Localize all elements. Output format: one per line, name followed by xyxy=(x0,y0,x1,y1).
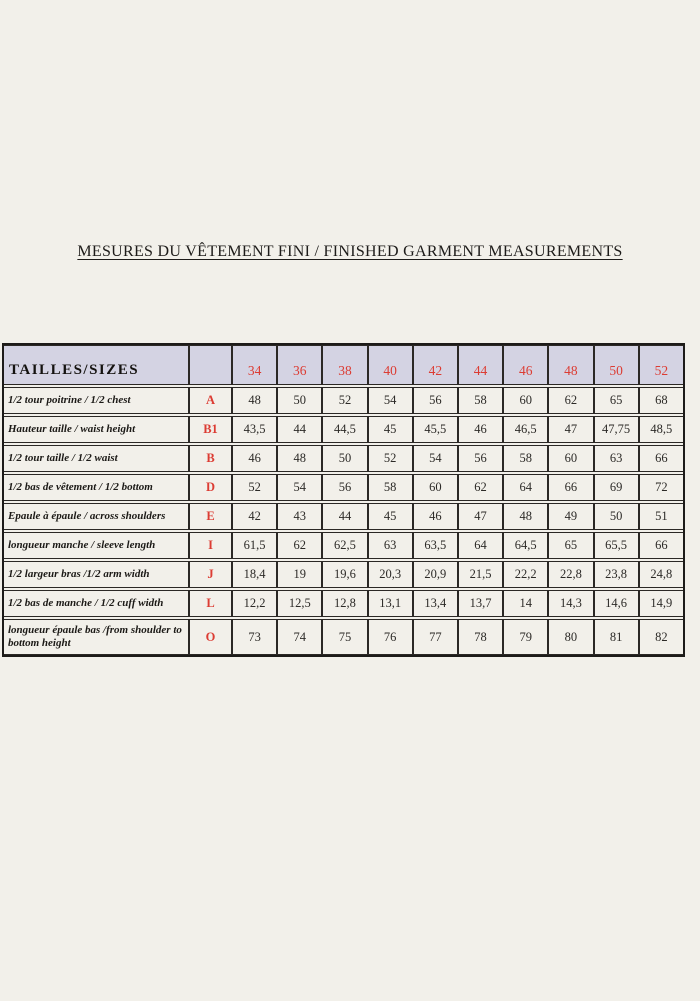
measurement-cell: 52 xyxy=(368,445,413,472)
measurement-cell: 21,5 xyxy=(458,561,503,588)
measurement-cell: 60 xyxy=(548,445,593,472)
row-code: A xyxy=(189,387,232,414)
measurement-cell: 43 xyxy=(277,503,322,530)
measurement-cell: 13,7 xyxy=(458,590,503,617)
measurement-cell: 60 xyxy=(413,474,458,501)
measurement-cell: 45,5 xyxy=(413,416,458,443)
row-label: Hauteur taille / waist height xyxy=(3,416,189,443)
measurement-cell: 45 xyxy=(368,416,413,443)
measurement-cell: 19,6 xyxy=(322,561,367,588)
measurement-cell: 48 xyxy=(277,445,322,472)
measurement-cell: 49 xyxy=(548,503,593,530)
measurement-cell: 60 xyxy=(503,387,548,414)
measurement-cell: 62 xyxy=(548,387,593,414)
measurement-cell: 18,4 xyxy=(232,561,277,588)
size-column-header: 40 xyxy=(368,345,413,385)
measurement-cell: 64,5 xyxy=(503,532,548,559)
measurement-cell: 24,8 xyxy=(639,561,684,588)
measurement-cell: 79 xyxy=(503,619,548,655)
measurement-cell: 66 xyxy=(548,474,593,501)
measurement-cell: 46 xyxy=(413,503,458,530)
measurement-cell: 81 xyxy=(594,619,639,655)
measurement-cell: 77 xyxy=(413,619,458,655)
measurement-cell: 52 xyxy=(232,474,277,501)
measurement-cell: 75 xyxy=(322,619,367,655)
row-label: 1/2 tour poitrine / 1/2 chest xyxy=(3,387,189,414)
measurement-cell: 66 xyxy=(639,445,684,472)
size-column-header: 48 xyxy=(548,345,593,385)
measurement-cell: 12,8 xyxy=(322,590,367,617)
size-column-header: 34 xyxy=(232,345,277,385)
measurement-cell: 56 xyxy=(458,445,503,472)
measurement-cell: 62 xyxy=(458,474,503,501)
row-label: longueur épaule bas /from shoulder to bottom height xyxy=(3,619,189,655)
measurement-cell: 47,75 xyxy=(594,416,639,443)
row-label: Epaule à épaule / across shoulders xyxy=(3,503,189,530)
measurement-cell: 46,5 xyxy=(503,416,548,443)
measurement-cell: 76 xyxy=(368,619,413,655)
row-code: I xyxy=(189,532,232,559)
measurement-cell: 65 xyxy=(548,532,593,559)
measurement-cell: 46 xyxy=(458,416,503,443)
measurement-cell: 82 xyxy=(639,619,684,655)
size-column-header: 50 xyxy=(594,345,639,385)
measurement-cell: 50 xyxy=(322,445,367,472)
sizes-header-label: TAILLES/SIZES xyxy=(3,345,189,385)
measurement-cell: 58 xyxy=(368,474,413,501)
measurement-cell: 50 xyxy=(277,387,322,414)
measurement-cell: 58 xyxy=(458,387,503,414)
measurement-cell: 66 xyxy=(639,532,684,559)
table-row xyxy=(3,416,684,443)
measurement-cell: 50 xyxy=(594,503,639,530)
row-code: L xyxy=(189,590,232,617)
measurement-cell: 56 xyxy=(322,474,367,501)
measurement-cell: 42 xyxy=(232,503,277,530)
measurement-cell: 61,5 xyxy=(232,532,277,559)
measurement-cell: 19 xyxy=(277,561,322,588)
measurements-table-wrapper xyxy=(2,343,685,657)
measurement-cell: 48 xyxy=(232,387,277,414)
table-row xyxy=(3,387,684,414)
measurement-cell: 56 xyxy=(413,387,458,414)
measurement-cell: 12,5 xyxy=(277,590,322,617)
table-row xyxy=(3,619,684,655)
row-label: longueur manche / sleeve length xyxy=(3,532,189,559)
measurement-cell: 65 xyxy=(594,387,639,414)
measurement-cell: 73 xyxy=(232,619,277,655)
table-row xyxy=(3,561,684,588)
measurement-cell: 54 xyxy=(277,474,322,501)
measurement-cell: 51 xyxy=(639,503,684,530)
measurement-cell: 64 xyxy=(503,474,548,501)
code-column-header xyxy=(189,345,232,385)
measurement-cell: 12,2 xyxy=(232,590,277,617)
measurement-cell: 47 xyxy=(548,416,593,443)
measurement-cell: 72 xyxy=(639,474,684,501)
size-column-header: 44 xyxy=(458,345,503,385)
measurement-cell: 48,5 xyxy=(639,416,684,443)
measurement-cell: 63 xyxy=(594,445,639,472)
row-code: B xyxy=(189,445,232,472)
measurement-cell: 62,5 xyxy=(322,532,367,559)
row-label: 1/2 tour taille / 1/2 waist xyxy=(3,445,189,472)
size-column-header: 42 xyxy=(413,345,458,385)
measurement-cell: 13,4 xyxy=(413,590,458,617)
measurement-cell: 23,8 xyxy=(594,561,639,588)
measurement-cell: 20,3 xyxy=(368,561,413,588)
measurement-cell: 46 xyxy=(232,445,277,472)
table-row xyxy=(3,474,684,501)
measurement-cell: 68 xyxy=(639,387,684,414)
measurement-cell: 62 xyxy=(277,532,322,559)
measurement-cell: 63 xyxy=(368,532,413,559)
measurement-cell: 58 xyxy=(503,445,548,472)
measurement-cell: 45 xyxy=(368,503,413,530)
measurement-cell: 69 xyxy=(594,474,639,501)
row-code: E xyxy=(189,503,232,530)
page-title: MESURES DU VÊTEMENT FINI / FINISHED GARMENT MEASUREMENTS xyxy=(77,243,623,260)
row-label: 1/2 bas de vêtement / 1/2 bottom xyxy=(3,474,189,501)
row-code: B1 xyxy=(189,416,232,443)
size-column-header: 36 xyxy=(277,345,322,385)
measurement-cell: 44 xyxy=(322,503,367,530)
measurement-cell: 78 xyxy=(458,619,503,655)
measurement-cell: 52 xyxy=(322,387,367,414)
measurement-cell: 22,2 xyxy=(503,561,548,588)
size-column-header: 52 xyxy=(639,345,684,385)
measurement-cell: 43,5 xyxy=(232,416,277,443)
measurement-cell: 14,6 xyxy=(594,590,639,617)
measurement-cell: 44 xyxy=(277,416,322,443)
measurement-cell: 65,5 xyxy=(594,532,639,559)
size-column-header: 46 xyxy=(503,345,548,385)
table-row xyxy=(3,590,684,617)
table-row xyxy=(3,532,684,559)
table-row xyxy=(3,503,684,530)
row-label: 1/2 bas de manche / 1/2 cuff width xyxy=(3,590,189,617)
measurement-cell: 54 xyxy=(413,445,458,472)
measurement-cell: 48 xyxy=(503,503,548,530)
measurement-cell: 63,5 xyxy=(413,532,458,559)
measurement-cell: 14,3 xyxy=(548,590,593,617)
table-header-row xyxy=(3,345,684,385)
row-code: D xyxy=(189,474,232,501)
measurement-cell: 14,9 xyxy=(639,590,684,617)
measurement-cell: 22,8 xyxy=(548,561,593,588)
measurement-cell: 44,5 xyxy=(322,416,367,443)
size-column-header: 38 xyxy=(322,345,367,385)
table-row xyxy=(3,445,684,472)
measurement-cell: 74 xyxy=(277,619,322,655)
measurement-cell: 14 xyxy=(503,590,548,617)
measurement-cell: 20,9 xyxy=(413,561,458,588)
measurements-table xyxy=(3,343,684,657)
row-label: 1/2 largeur bras /1/2 arm width xyxy=(3,561,189,588)
measurement-cell: 64 xyxy=(458,532,503,559)
measurement-cell: 47 xyxy=(458,503,503,530)
measurement-cell: 80 xyxy=(548,619,593,655)
measurement-cell: 54 xyxy=(368,387,413,414)
measurement-cell: 13,1 xyxy=(368,590,413,617)
row-code: O xyxy=(189,619,232,655)
row-code: J xyxy=(189,561,232,588)
